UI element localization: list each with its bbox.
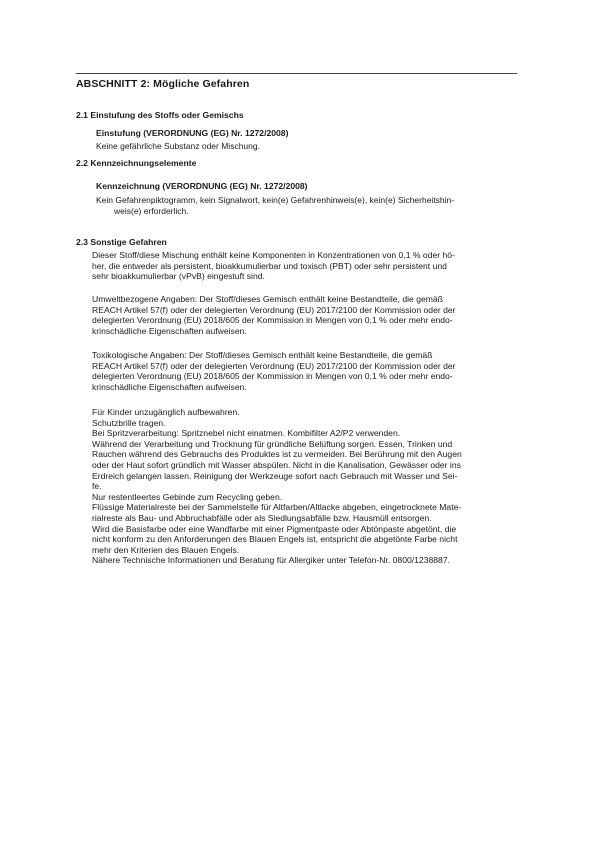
labelling-label: Kennzeichnung (VERORDNUNG (EG) Nr. 1272/2008) [96,181,308,191]
heading-2-1: 2.1 Einstufung des Stoffs oder Gemischs [76,110,244,120]
classification-label: Einstufung (VERORDNUNG (EG) Nr. 1272/2008) [96,128,289,138]
text-line: Kein Gefahrenpiktogramm, kein Signalwort, kein(e) Gefahrenhinweis(e), kein(e) Sicherheitshin- [96,195,455,205]
text-line: her, die entweder als persistent, bioakkumulierbar und toxisch (PBT) oder sehr persistent und [92,260,447,271]
text-line: Schutzbrille tragen. [92,417,166,428]
text-line: weis(e) erforderlich. [114,205,189,216]
text-line: Wird die Basisfarbe oder eine Wandfarbe mit einer Pigmentpaste oder Abtönpaste abgetönt, die [92,523,457,534]
text-line: Nähere Technische Informationen und Beratung für Allergiker unter Telefon-Nr. 0800/1238887. [92,555,450,566]
header-divider [76,73,517,74]
classification-text: Keine gefährliche Substanz oder Mischung. [96,141,260,151]
text-line: Erdreich gelangen lassen. Reinigung der Werkzeuge sofort nach Gebrauch mit Wasser und Sei- [92,470,458,481]
section-title: ABSCHNITT 2: Mögliche Gefahren [76,78,250,90]
text-line: delegierten Verordnung (EU) 2018/605 der Kommission in Mengen von 0,1 % oder mehr endo- [92,315,453,326]
text-line: mehr den Kriterien des Blauen Engels. [92,544,240,555]
paragraph-handling [92,407,522,566]
text-line: Während der Verarbeitung und Trocknung für gründliche Belüftung sorgen. Essen, Trinken und [92,438,453,449]
text-line: Dieser Stoff/diese Mischung enthält keine Komponenten in Konzentrationen von 0,1 % oder hö- [92,250,455,260]
text-line: REACH Artikel 57(f) oder der delegierten Verordnung (EU) 2017/2100 der Kommission oder der [92,304,456,315]
text-line: fe. [92,481,102,492]
text-line: REACH Artikel 57(f) oder der delegierten Verordnung (EU) 2017/2100 der Kommission oder der [92,360,456,371]
text-line: sehr bioakkumulierbar (vPvB) eingestuft sind. [92,271,265,282]
text-line: Bei Spritzverarbeitung: Spritznebel nicht einatmen. Kombifilter A2/P2 verwenden. [92,428,401,439]
text-line: oder der Haut sofort gründlich mit Wasser abspülen. Nicht in die Kanalisation, Gewässer oder ins [92,459,461,470]
paragraph-toxicology [92,350,522,392]
paragraph-environment [92,294,522,336]
text-line: Umweltbezogene Angaben: Der Stoff/dieses Gemisch enthält keine Bestandteile, die gemäß [92,294,443,304]
labelling-text [96,195,516,216]
text-line: Nur restentleertes Gebinde zum Recycling geben. [92,491,283,502]
paragraph-pbt [92,250,522,282]
text-line: Für Kinder unzugänglich aufbewahren. [92,407,240,417]
heading-2-3: 2.3 Sonstige Gefahren [76,237,167,247]
text-line: rialreste als Bau- und Abbruchabfälle oder als Siedlungsabfälle bzw. Hausmüll entsorgen. [92,512,432,523]
heading-2-2: 2.2 Kennzeichnungselemente [76,158,197,168]
text-line: krinschädliche Eigenschaften aufweisen. [92,325,247,336]
text-line: Flüssige Materialreste bei der Sammelstelle für Altfarben/Altlacke abgeben, eingetrocknete Mate- [92,502,462,513]
text-line: nicht konform zu den Anforderungen des Blauen Engels ist, entspricht die abgetönte Farbe nicht [92,534,458,545]
text-line: krinschädliche Eigenschaften aufweisen. [92,381,247,392]
text-line: delegierten Verordnung (EU) 2018/605 der Kommission in Mengen von 0,1 % oder mehr endo- [92,371,453,382]
text-line: Toxikologische Angaben: Der Stoff/dieses Gemisch enthält keine Bestandteile, die gemäß [92,350,433,360]
text-line: Rauchen während des Gebrauchs des Produktes ist zu vermeiden. Bei Berührung mit den Augen [92,449,462,460]
